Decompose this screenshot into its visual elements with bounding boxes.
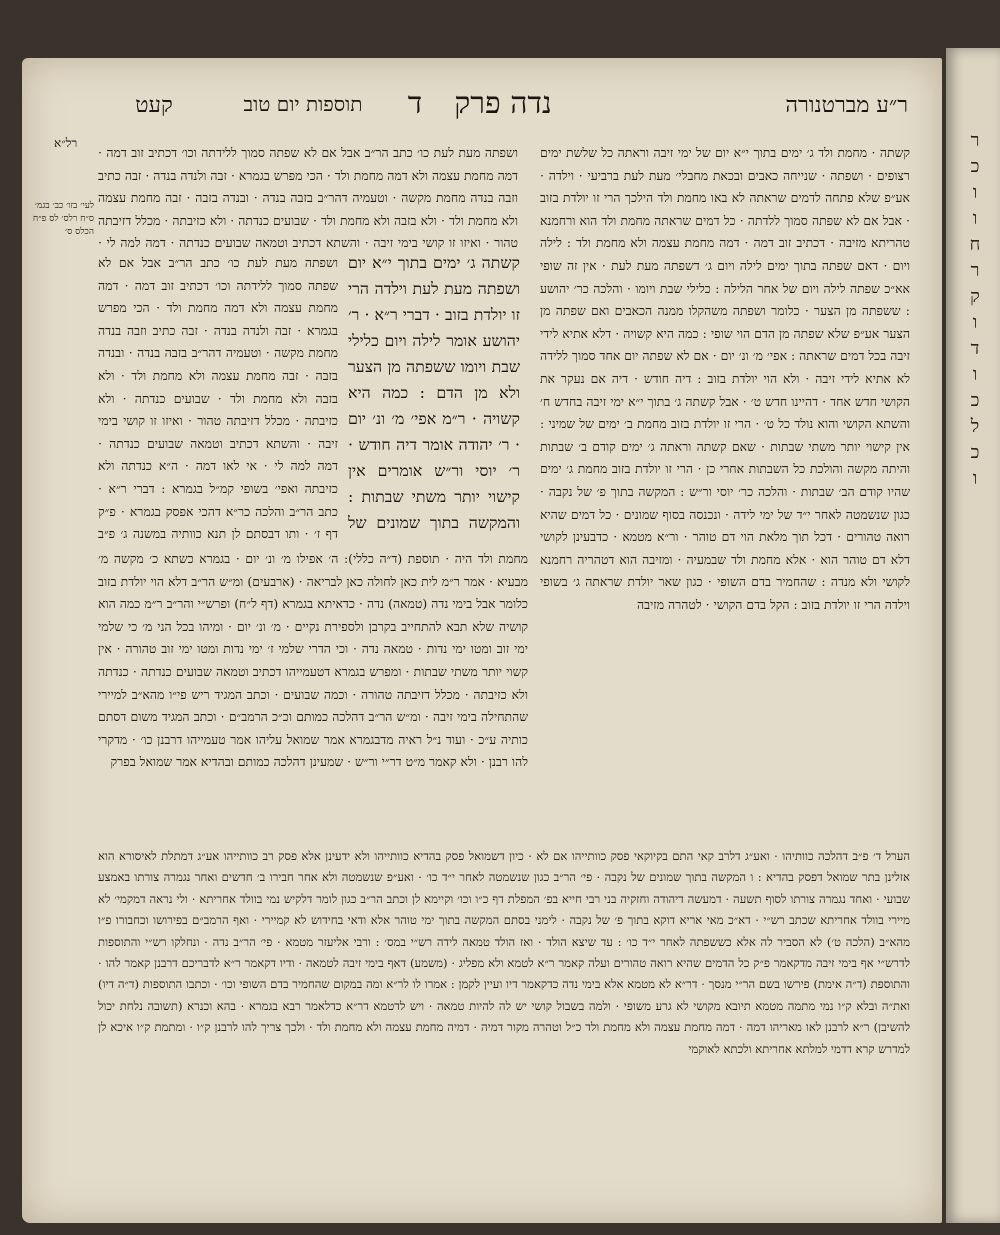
edge-letter: ר — [970, 260, 980, 281]
edge-letter: כ — [970, 390, 980, 411]
mishnah-text: קשתה ג׳ ימים בתוך י״א יום ושפתה מעת לעת וילדה הרי זו יולדת בזוב · דברי ר״א · ר׳ יהושע אומר לילה ויום כלילי שבת ויומו ששפתה מן הצער ולא מן הדם : כמה היא קשויה · ר״מ אפי׳ מ׳ ונ׳ יום · ר׳ יהודה אומר דיה חודש · ר׳ יוסי ור״ש אומרים אין קישוי יותר משתי שבתות : והמקשה בתוך שמונים של — [348, 253, 520, 532]
tosafot-upper-block: ושפתה מעת לעת כו׳ כתב הר״ב אבל אם לא שפתה סמוך ללידתה וכו׳ דכתיב זוב דמה · דמה מחמת עצמה ולא דמה מחמת ולד · הכי מפרש בגמרא · זבה ולנדה בנדה · זבה כתיב וזבה בנדה מחמת מקשה · וטעמיה דהר״ב בזבה בנדה · ובנדה בזבה · זבה מחמת עצמה ולא מחמת ולד · ולא בזבה ולא מחמת ולד · שבועים כנדתה · ולא כזיבתה · מכלל דזיבתה טהור · ואיזו זו קושי בימי זיבה · והשתא דכתיב וטמאה שבועים כנדתה · דמה למה לי · — [98, 145, 518, 250]
edge-letter: ר — [970, 130, 980, 151]
header-bartenura: ר״ע מברטנורה — [785, 93, 908, 118]
folio-number: קעט — [135, 93, 173, 118]
edge-letter: ח — [969, 234, 981, 255]
header-tosafot: תוספות יום טוב — [243, 92, 363, 116]
header-chapter: ד — [407, 86, 423, 121]
tosafot-lower-block: הערל ד׳ פ״ב דהלכה כוותיהו · ואע״ג דלרב קאי התם בקיוקאי פסק כוותייהו אם לא · כיון דשמואל פסק בהדיא כוותייהו ולא ידעינן אלא פסק רב כוותייהו אע״ג דמתלת לאיסורא הוא אזלינן בתר שמואל דפסק בהדיא : ו המקשה בתוך שמונים של נקבה · פי׳ הר״ב כגון שנשמטה לאחר י״ד כו׳ · ואע״פ שנשמטה ולא אחר חבירו ב׳ חדשים ואחר נגמרה צורתו באמצע שבועי · ואחד נגמרה צורתו לסוף תשעה · דמעשה דיהודה וחזקיה בני רבי חייא בפ׳ המפלת דף כ״ו וכו׳ וקיימא לן וכתב הר״ב כגון לומר דלקיש נמי בוולד אחריתא · ולי נראה דמקמי׳ לא מיירי בוולד אחריתא שכתב רש״י · דא״כ מאי אריא דוקא בתוך פ׳ של נקבה · לימני בסתם המקשה בתוך ימי טוהר אלא ודאי בחידוש לא קמיירי · ואף הרמב״ם בפירושו וכחבורו פ״ו מהא״ב (הלכה ט׳) לא הסביר לה אלא כששפתה לאחר י״ד כו׳ : עד שיצא הולד · ואז הולד טמאה לידה רש״י במס׳ : ורבי אליעזר מטמא · פי׳ הר״ב נדה · ונחלקו רש״י והתוספות לדרש״י אף בימי זיבה מדקאמר פ״ק כל הדמים שהיא רואה טהורים ועלה קאמר ר״א לטמא ולא מפליג · (משמע) דאף בימי זיבה לטמאה · ודיו דקאמר ר״א לדבריכם דרבנן קאמר להו · והתוספת (ד״ה אימת) פירשו בשם הר״י מנסך · דר״א לא מטמא אלא בימי נדה כדקאמר דיו ועיין לקמן : אמרו לו לר״א ומה במקום שהחמיר בדם השופי וכו׳ · וכתבו התוספות (ד״ה דיו) ואת״ה ובלא ק״ו נמי מתמה מטמא תיובא מקושי לא גרע משופי · ולמה בשבול קושי יש לה להיות טמאה · ויש לדטמא דר״א כדלאמר רבא בגמרא · בהא וכנרא (תשובה נלחת יכול להשיבן) ר״א לרבנן לאו מאריהו דמה · דמה מחמת עצמה ולא מחמת ולד כ״ל וטהרה מקור דמיה · דמיה מחמת עצמה ולא מחמת ולד · ולכך צריך להו לרבנן ק״ו · ומתמת ק״ו איכא לן למדרש קרא דדמי למלתא אחריתא ולכתא לאוקמי — [98, 849, 910, 1056]
header-tractate: נדה פרק — [454, 86, 552, 121]
tosafot-middle-block: מחמת ולד היה · תוספת (ד״ה כללי): ה׳ אפילו מ׳ ונ׳ יום · בגמרא כשתא כ׳ מקשה מ׳ מבעיא · אמר ר״מ לית כאן לחולה כאן לבריאה · (ארבעים) ומ״ש הר״ב דלא הוי יולדת בזוב כלומר אבל בימי נדה (טמאה) נדה · כדאיתא בגמרא (דף ל״ח) ופרש״י והר״ב ר״מ כמה הוא קושיה שלא תבא להתחייב בקרבן ולספירת נקיים · מ׳ ונ׳ יום · ומיהו בכל הני מ׳ כי שלמי ימי זוב ומטו ימי נדות · טמאה נדה · וכי הדרי שלמי ז׳ ימי נדות ומטו ימי זוב טהורה · אין קשוי יותר משתי שבתות · ומפרש בגמרא דטעמייהו דכתיב וטמאה שבועים כנדתה · כנדתה ולא כזיבתה · מכלל דזיבתה טהורה · וכמה שבועים · וכתב המגיד ריש פי״ו מהא״ב למיירי שהתחילה בימי זיבה · ומ״ש הר״ב דהלכה כמותם וכ״כ הרמב״ם · וכתב המגיד משום דסתם כותיה ע״כ · ועוד נ״ל ראיה מדבגמרא אמר שמואל עליהו אמר טעמייהו דרבנן כו׳ · מדקרי להו רבנן · ולא קאמר מ״ט דר״י ור״ש · שמעינן דהלכה כמותם ובהדיא אמר שמואל בפרק — [98, 551, 528, 770]
facing-page-edge — [946, 48, 1000, 1223]
edge-letter: ל — [970, 416, 980, 437]
edge-letter: ו — [972, 364, 978, 385]
facing-page-letters — [960, 128, 990, 492]
margin-note: לעי׳ בזו׳ כב׳ בגמ׳ ס״ח רלס׳ לס פ״ח הכלס ס׳ — [32, 201, 94, 237]
edge-letter: ו — [972, 182, 978, 203]
bartenura-commentary: קשתה · מחמת ולד ג׳ ימים בתוך י״א יום של ימי זיבה וראתה כל שלשת ימים רצופים · ושפתה · שנייחה כאבים ובכאת מחבלי׳ מעת לעת ברביעי · וילדה · אע״פ שלא פתחה לדמים שראתה לא באו מחמת ולד הילכך הרי זו יולדת בזוב · אבל אם לא שפתה סמוך ללדתה · כל דמים שראתה מחמת ולד הוא ורחמנא טהריתא מזיבה · דכתיב זוב דמה · דמה מחמת עצמה ולא מחמת ולד : לילה ויום · דאם שפתה בתוך ימים לילה ויום ג׳ דשפתה מעת לעת · אין זה שופי אא״כ שפתה לילה ויום של אחר הלילה : כלילי שבת ויומו · והלכה כר׳ יהושע : ששפתה מן הצער · כלומר ושפתה משהקלו ממנה הכאבים ואם שפתה מן הצער אע״פ שלא שפתה מן הדם הוי שופי : כמה היא קשויה · דלא אתיא לידי זיבה בכל דמים שראתה : אפי׳ מ׳ ונ׳ יום · אם לא שפתה יום אחד סמוך ללידה לא אתיא לידי זיבה · ולא הוי יולדת בזוב : דיה חודש · דיה אם נעקר את הקושי חדש אחד · דהיינו חדש ט׳ · אבל קשתה ג׳ בתוך י״א ימי זיבה בחדש ח׳ והשתא הקושי והוא נולד כל ט׳ · הרי זו יולדת בזוב מחמת ב׳ ימים של שמיני : אין קישוי יותר משתי שבתות · שאם קשתה וראתה ג׳ ימים קודם ב׳ שבתות והיתה מקשה והולכת כל השבתות אחרי כן · הרי זו יולדת בזוב מחמת ג׳ ימים שהיו קודם הב׳ שבתות · והלכה כר׳ יוסי ור״ש : המקשה בתוך פ׳ של נקבה · כגון שנשמטה לאחר י״ד של ימי לידה · ונכנסה בסוף שמונים · כל דמים שהיא רואה טהורים · דכל תוך מלאת הוי דם טוהר · ור״א מטמא · כדבעינן לקושי דלא דם טוהר הוא · אלא מחמת ולד שבמעיה · ומזיבה הוא דטהריה רחמנא לקושי ולא מנדה : שהחמיר בדם השופי · כגון שאר יולדת שראתה ג׳ בשופי וילדה הרי זו יולדת בזוב : הקל בדם הקושי · לטהרה מזיבה — [540, 145, 910, 612]
edge-letter: ו — [972, 312, 978, 333]
edge-letter: ו — [972, 208, 978, 229]
edge-letter: כ — [970, 442, 980, 463]
edge-letter: ו — [972, 468, 978, 489]
edge-letter: ק — [970, 286, 980, 307]
edge-letter: כ — [970, 156, 980, 177]
tosafot-side-column: ושפתה מעת לעת כו׳ כתב הר״ב אבל אם לא שפתה סמוך ללידתה וכו׳ דכתיב זוב דמה · דמה מחמת עצמה ולא דמה מחמת ולד · הכי מפרש בגמרא · זבה ולנדה בנדה · זבה כתיב וזבה בנדה מחמת מקשה · וטעמיה דהר״ב בזבה בנדה · ובנדה בזבה · זבה מחמת עצמה ולא מחמת ולד · ולא בזבה ולא מחמת ולד · שבועים כנדתה · ולא כזיבתה · מכלל דזיבתה טהור · ואיזו זו קושי בימי זיבה · והשתא דכתיב וטמאה שבועים כנדתה · דמה למה לי · אי לאו דמה · ה״א כנדתה ולא כזיבתה ואפי׳ בשופי קמ״ל בגמרא : דברי ר״א · כתב הר״ב והלכה כר״א דהכי אפסק בגמרא · פ״ק דף ז׳ · ותו דבסתם לן תנא כוותיה במשנה ג׳ פ״ב — [98, 255, 338, 540]
corner-reference: רל״א — [54, 136, 78, 150]
edge-letter: ד — [970, 338, 980, 359]
